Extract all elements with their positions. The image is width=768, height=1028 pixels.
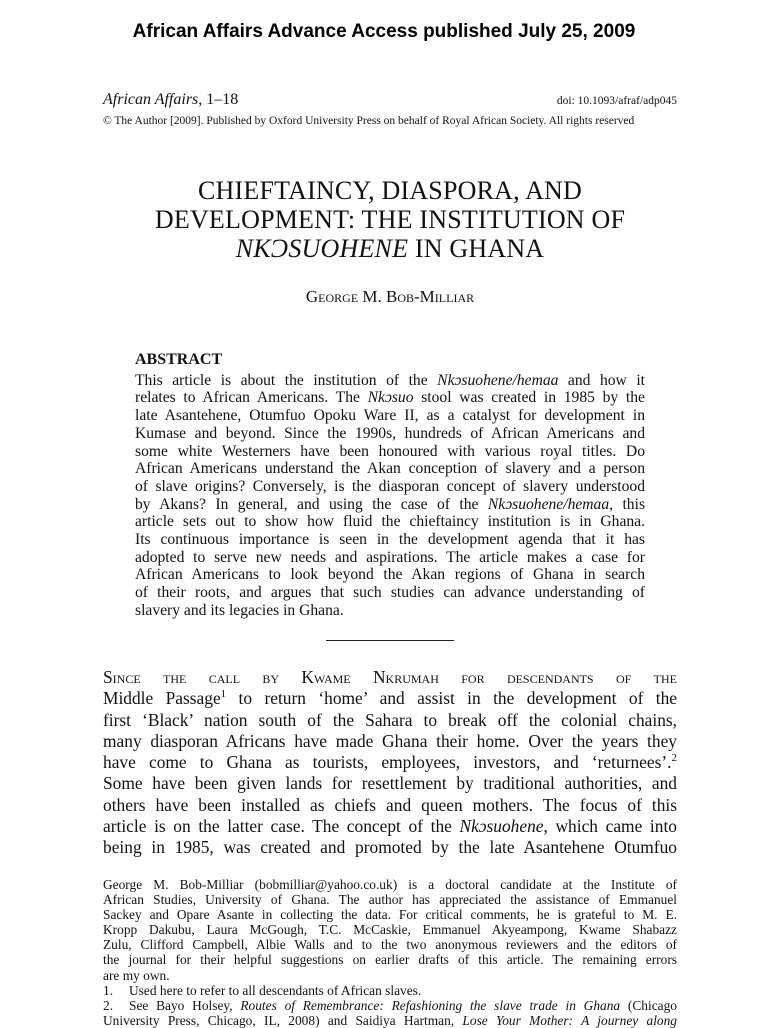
footnote-text: Used here to refer to all descendants of African slaves. [129, 982, 422, 998]
author-note-line: the journal for their helpful suggestions on earlier drafts of this article. The remaining errors [103, 952, 677, 968]
author-note-line: Zulu, Clifford Campbell, Albie Walls and to the two anonymous reviewers and the editors of [103, 937, 677, 953]
abstract-line [135, 531, 645, 549]
body-text-fragment: , which came into [543, 816, 677, 837]
abstract-line [135, 496, 645, 514]
abstract-line [135, 513, 645, 531]
author-note [103, 877, 677, 983]
journal-citation-line [103, 91, 677, 111]
footnote-text: (Chicago [620, 997, 677, 1013]
article-title [103, 176, 677, 263]
footnotes-section [103, 877, 677, 1028]
title-line-2: DEVELOPMENT: THE INSTITUTION OF [154, 205, 626, 234]
abstract-text-fragment: of their roots, and argues that such studies can advance understanding of [135, 584, 645, 602]
author-note-line: Kropp Dakubu, Laura McGough, T.C. McCaskie, Emmanuel Akyeampong, Kwame Shabazz [103, 922, 677, 938]
author-note-line: Sackey and Opare Asante in collecting the data. For critical comments, he is grateful to M. E. [103, 907, 677, 923]
abstract-line [135, 584, 645, 602]
abstract-italic-term: Nkɔsuohene/hemaa [437, 371, 559, 389]
abstract-text-fragment: African Americans understand the Akan conception of slavery and a person [135, 460, 645, 478]
body-line: others have been installed as chiefs and queen mothers. The focus of this [103, 794, 677, 815]
abstract-text-fragment: , this [609, 495, 646, 513]
body-line: first ‘Black’ nation south of the Sahara to break off the colonial chains, [103, 709, 677, 730]
author-note-line: African Studies, University of Ghana. The author has appreciated the assistance of Emmanuel [103, 892, 677, 908]
author-name: George M. Bob-Milliar [305, 287, 475, 306]
abstract-line [135, 602, 645, 620]
author-note-line: are my own. [103, 967, 170, 983]
body-line [103, 688, 677, 709]
abstract-text-fragment: Its continuous importance is seen in the development agenda that it has [135, 531, 645, 549]
footnote-1 [103, 983, 677, 998]
body-line [103, 667, 677, 688]
footnote-ref-2[interactable]: 2 [671, 752, 677, 765]
doi-label[interactable]: doi: 10.1093/afraf/adp045 [556, 95, 677, 107]
abstract-section [135, 351, 645, 620]
footnote-2 [103, 998, 677, 1013]
abstract-text-fragment: article sets out to show how fluid the chieftaincy institution is in Ghana. [135, 513, 645, 531]
abstract-italic-term: Nkɔsuohene/hemaa [487, 495, 610, 513]
body-text-fragment: have come to Ghana as tourists, employees, investors, and ‘returnees’. [103, 752, 672, 773]
body-text-fragment: to return ‘home’ and assist in the development of the [226, 688, 677, 709]
advance-access-banner: African Affairs Advance Access published July 25, 2009 [132, 21, 636, 42]
body-line [103, 752, 677, 773]
abstract-line [135, 407, 645, 425]
abstract-line [135, 549, 645, 567]
abstract-text-fragment: This article is about the institution of the [135, 371, 438, 389]
footnote-book-title: Routes of Remembrance: Refashioning the slave trade in Ghana [240, 997, 621, 1013]
abstract-text-fragment: adopted to serve new needs and aspirations. The article makes a case for [135, 548, 645, 566]
footnote-number: 1. [103, 982, 114, 998]
body-opening-small-caps: Since the call by Kwame Nkrumah for descendants of the [103, 667, 677, 687]
abstract-text-fragment: relates to African Americans. The [135, 389, 368, 407]
title-italic-term: NKƆSUOHENE [235, 234, 409, 263]
body-line: Some have been given lands for resettlement by traditional authorities, and [103, 773, 677, 794]
footnote-ref-1[interactable]: 1 [220, 688, 227, 701]
abstract-text-fragment: some white Westerners have been honoured with various royal titles. Do [135, 442, 645, 460]
body-line: being in 1985, was created and promoted by the late Asantehene Otumfuo [103, 837, 677, 858]
abstract-text-fragment: late Asantehene, Otumfuo Opoku Ware II, as a catalyst for development in [135, 407, 645, 425]
abstract-heading: ABSTRACT [135, 351, 223, 368]
footnote-text: See Bayo Holsey, [129, 997, 241, 1013]
abstract-text-fragment: and how it [558, 371, 645, 389]
footnote-2-continued [103, 1013, 677, 1028]
footnote-number: 2. [103, 997, 114, 1013]
abstract-line [135, 443, 645, 461]
abstract-line [135, 372, 645, 390]
journal-name: African Affairs [103, 91, 199, 108]
abstract-line [135, 566, 645, 584]
copyright-notice: © The Author [2009]. Published by Oxford University Press on behalf of Royal African Society. All rights reserved [103, 115, 635, 127]
abstract-text-fragment: slavery and its legacies in Ghana. [135, 601, 344, 619]
body-text-fragment: article is on the latter case. The concept of the [103, 816, 460, 837]
abstract-italic-term: Nkɔsuo [367, 389, 414, 407]
footnote-text: University Press, Chicago, IL, 2008) and Saidiya Hartman, [103, 1012, 463, 1028]
body-line [103, 816, 677, 837]
journal-pages: , 1–18 [198, 91, 239, 108]
abstract-text-fragment: stool was created in 1985 by the [413, 389, 645, 407]
abstract-body [135, 372, 645, 620]
abstract-text-fragment: of slave origins? Conversely, is the diasporan concept of slavery understood [135, 477, 645, 495]
abstract-line [135, 425, 645, 443]
abstract-line [135, 460, 645, 478]
body-italic-term: Nkɔsuohene [459, 816, 544, 837]
abstract-text-fragment: African Americans to look beyond the Akan regions of Ghana in search [135, 566, 645, 584]
body-paragraph [103, 667, 677, 859]
title-line-1: CHIEFTAINCY, DIASPORA, AND [197, 176, 582, 205]
abstract-line [135, 389, 645, 407]
footnote-book-title: Lose Your Mother: A journey along [462, 1012, 677, 1028]
abstract-text-fragment: Kumase and beyond. Since the 1990s, hundreds of African Americans and [135, 424, 645, 442]
body-line: many diasporan Africans have made Ghana their home. Over the years they [103, 730, 677, 751]
abstract-text-fragment: by Akans? In general, and using the case of the [135, 495, 488, 513]
abstract-line [135, 478, 645, 496]
title-line-3 [103, 234, 677, 263]
author-note-line: George M. Bob-Milliar (bobmilliar@yahoo.co.uk) is a doctoral candidate at the Institute of [103, 877, 677, 892]
title-line-3-rest: IN GHANA [408, 234, 545, 263]
section-divider [326, 640, 454, 641]
body-text-fragment: Middle Passage [103, 688, 221, 709]
